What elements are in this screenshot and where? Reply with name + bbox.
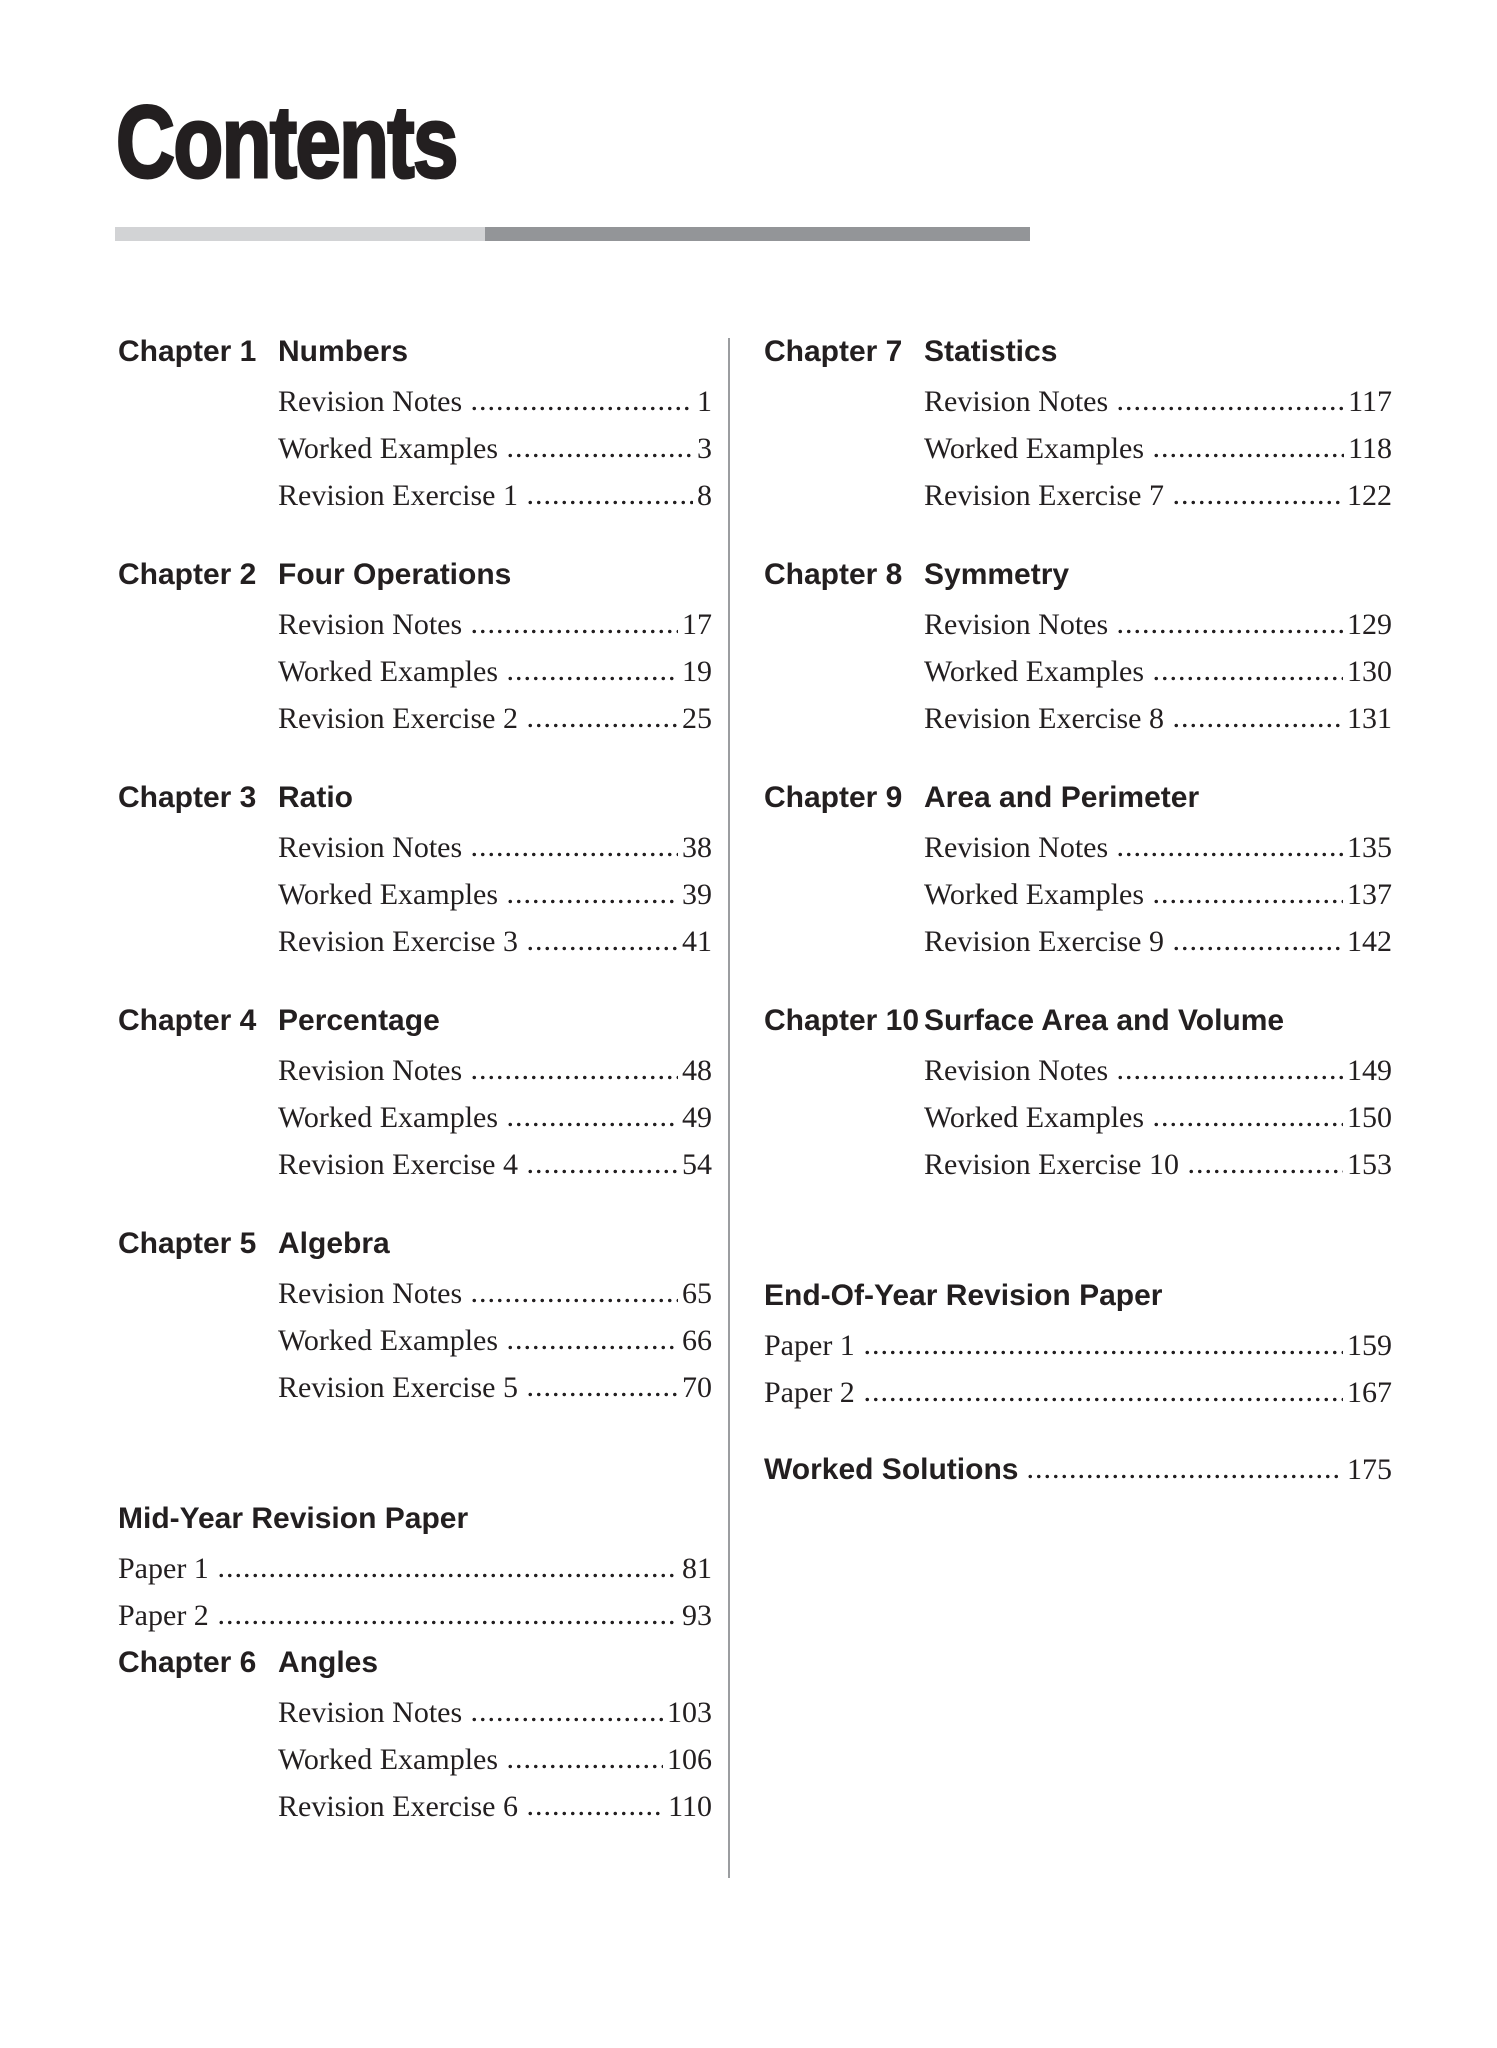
toc-entry-leader — [526, 500, 693, 505]
toc-entry-leader — [526, 1169, 678, 1174]
chapter-label: Chapter 7 — [764, 335, 903, 368]
chapter-label: Chapter 5 — [118, 1227, 257, 1260]
toc-entry — [278, 1736, 712, 1783]
toc-entry — [924, 1141, 1392, 1188]
chapter-heading — [118, 334, 712, 370]
toc-entry-leader — [506, 1122, 678, 1127]
toc-entry — [764, 1446, 1392, 1493]
section-title: Mid-Year Revision Paper — [118, 1502, 469, 1535]
chapter-entries — [278, 824, 712, 965]
toc-entry-page: 8 — [697, 479, 712, 512]
toc-entry-label: Revision Exercise 8 — [924, 702, 1164, 735]
toc-entry-label: Revision Notes — [278, 831, 463, 864]
toc-entry-label: Worked Examples — [278, 1743, 499, 1776]
toc-entry-leader — [506, 899, 678, 904]
toc-entry-page: 49 — [682, 1101, 712, 1134]
chapter-label: Chapter 1 — [118, 335, 257, 368]
chapter-label: Chapter 8 — [764, 558, 903, 591]
chapter-heading — [118, 1003, 712, 1039]
toc-entry — [278, 695, 712, 742]
toc-entry — [278, 1364, 712, 1411]
toc-entry-leader — [506, 676, 678, 681]
toc-entry-page: 106 — [667, 1743, 712, 1776]
toc-entry — [764, 1322, 1392, 1369]
toc-entry — [924, 824, 1392, 871]
toc-entry — [924, 648, 1392, 695]
toc-entry-leader — [526, 1811, 664, 1816]
toc-entry-label: Revision Exercise 3 — [278, 925, 518, 958]
toc-entry-label: Revision Exercise 7 — [924, 479, 1164, 512]
toc-entry-leader — [470, 852, 678, 857]
chapter-entries — [278, 601, 712, 742]
toc-entry-leader — [1152, 899, 1343, 904]
toc-entry-page: 135 — [1347, 831, 1392, 864]
toc-entry-leader — [506, 1764, 663, 1769]
toc-entry-label: Revision Notes — [278, 385, 463, 418]
toc-entry-page: 38 — [682, 831, 712, 864]
toc-entry-leader — [1172, 723, 1343, 728]
toc-entry-page: 41 — [682, 925, 712, 958]
toc-entry-leader — [1152, 676, 1343, 681]
toc-entry — [924, 1047, 1392, 1094]
toc-entry-label: Revision Exercise 6 — [278, 1790, 518, 1823]
toc-entry-leader — [1172, 500, 1343, 505]
section-title: Worked Solutions — [764, 1453, 1019, 1486]
chapter-heading — [118, 1226, 712, 1262]
chapter-section — [118, 1226, 712, 1411]
toc-entry-label: Revision Notes — [924, 385, 1109, 418]
toc-entry-label: Paper 2 — [764, 1376, 855, 1409]
chapter-title: Angles — [278, 1646, 379, 1679]
chapter-title: Percentage — [278, 1004, 440, 1037]
toc-entry — [278, 1689, 712, 1736]
toc-column-left — [118, 334, 712, 1868]
chapter-section — [764, 780, 1392, 965]
chapter-heading — [118, 1645, 712, 1681]
toc-entry — [278, 918, 712, 965]
toc-entry-page: 93 — [682, 1599, 712, 1632]
toc-entry — [278, 1783, 712, 1830]
chapter-label: Chapter 3 — [118, 781, 257, 814]
toc-entry-leader — [506, 453, 693, 458]
section-entries — [118, 1545, 712, 1639]
toc-entry-label: Revision Exercise 5 — [278, 1371, 518, 1404]
chapter-section — [764, 557, 1392, 742]
page-title: Contents — [116, 85, 457, 199]
toc-entry — [278, 871, 712, 918]
toc-entry — [278, 425, 712, 472]
chapter-title: Ratio — [278, 781, 353, 814]
chapter-section — [118, 1645, 712, 1830]
toc-entry-page: 117 — [1348, 385, 1392, 418]
toc-entry-page: 25 — [682, 702, 712, 735]
toc-entry — [278, 648, 712, 695]
toc-entry-page: 65 — [682, 1277, 712, 1310]
toc-entry-leader — [470, 406, 693, 411]
toc-entry-label: Revision Notes — [924, 1054, 1109, 1087]
toc-entry-leader — [217, 1573, 678, 1578]
toc-entry-leader — [526, 1392, 678, 1397]
toc-entry-leader — [217, 1620, 678, 1625]
toc-entry — [118, 1545, 712, 1592]
toc-entry — [764, 1369, 1392, 1416]
chapter-entries — [924, 824, 1392, 965]
toc-entry-page: 142 — [1347, 925, 1392, 958]
chapter-section — [764, 1003, 1392, 1188]
chapter-heading — [118, 780, 712, 816]
toc-entry-leader — [1152, 453, 1344, 458]
toc-entry-page: 103 — [667, 1696, 712, 1729]
toc-entry-page: 153 — [1347, 1148, 1392, 1181]
chapter-title: Symmetry — [924, 558, 1070, 591]
toc-entry-leader — [1187, 1169, 1343, 1174]
toc-entry-page: 3 — [697, 432, 712, 465]
chapter-label: Chapter 9 — [764, 781, 903, 814]
toc-entry-page: 110 — [668, 1790, 712, 1823]
toc-entry — [278, 378, 712, 425]
chapter-section — [118, 1003, 712, 1188]
bar-light-segment — [115, 227, 485, 241]
chapter-entries — [278, 1689, 712, 1830]
chapter-section — [118, 557, 712, 742]
toc-entry-label: Worked Examples — [924, 655, 1145, 688]
chapter-entries — [924, 601, 1392, 742]
toc-entry-label: Paper 2 — [118, 1599, 209, 1632]
chapter-label: Chapter 2 — [118, 558, 257, 591]
toc-entry-label: Worked Examples — [924, 1101, 1145, 1134]
chapter-heading — [764, 780, 1392, 816]
toc-entry — [278, 472, 712, 519]
toc-entry-page: 81 — [682, 1552, 712, 1585]
toc-entry-page: 129 — [1347, 608, 1392, 641]
toc-entry-page: 150 — [1347, 1101, 1392, 1134]
toc-entry-leader — [1116, 1075, 1343, 1080]
chapter-entries — [278, 1047, 712, 1188]
toc-section — [118, 1501, 712, 1639]
toc-entry-page: 19 — [682, 655, 712, 688]
toc-entry — [278, 1047, 712, 1094]
chapter-title: Algebra — [278, 1227, 390, 1260]
toc-entry-page: 54 — [682, 1148, 712, 1181]
chapter-title: Numbers — [278, 335, 409, 368]
toc-entry-label: Revision Notes — [278, 1054, 463, 1087]
toc-entry-label: Worked Examples — [924, 432, 1145, 465]
toc-entry-leader — [526, 723, 678, 728]
toc-entry-leader — [470, 1075, 678, 1080]
toc-entry-page: 137 — [1347, 878, 1392, 911]
toc-entry-leader — [1152, 1122, 1343, 1127]
toc-entry — [924, 425, 1392, 472]
chapter-entries — [278, 378, 712, 519]
toc-entry-page: 48 — [682, 1054, 712, 1087]
toc-entry-label: Paper 1 — [764, 1329, 855, 1362]
chapter-heading — [764, 1003, 1392, 1039]
chapter-label: Chapter 10 — [764, 1004, 920, 1037]
toc-entry — [924, 918, 1392, 965]
toc-entry-leader — [470, 1298, 678, 1303]
toc-entry-leader — [1116, 629, 1343, 634]
toc-entry — [278, 1094, 712, 1141]
toc-entry — [278, 1317, 712, 1364]
toc-section — [764, 1446, 1392, 1493]
toc-column-right — [764, 334, 1392, 1531]
toc-entry-label: Revision Notes — [278, 1277, 463, 1310]
toc-entry-label: Worked Examples — [278, 1324, 499, 1357]
toc-entry — [278, 824, 712, 871]
toc-entry-leader — [863, 1350, 1343, 1355]
toc-entry — [924, 601, 1392, 648]
toc-entry-page: 66 — [682, 1324, 712, 1357]
chapter-heading — [118, 557, 712, 593]
chapter-title: Surface Area and Volume — [924, 1004, 1285, 1037]
toc-entry-leader — [1116, 406, 1344, 411]
chapter-entries — [924, 1047, 1392, 1188]
chapter-section — [764, 334, 1392, 519]
toc-entry-page: 130 — [1347, 655, 1392, 688]
toc-entry — [278, 1270, 712, 1317]
toc-entry — [924, 472, 1392, 519]
chapter-section — [118, 780, 712, 965]
chapter-heading — [764, 557, 1392, 593]
toc-entry-label: Paper 1 — [118, 1552, 209, 1585]
toc-entry-page: 70 — [682, 1371, 712, 1404]
toc-entry-label: Worked Examples — [278, 878, 499, 911]
toc-entry-page: 167 — [1347, 1376, 1392, 1409]
chapter-title: Area and Perimeter — [924, 781, 1200, 814]
toc-entry-label: Revision Exercise 2 — [278, 702, 518, 735]
toc-entry-page: 39 — [682, 878, 712, 911]
bar-dark-segment — [485, 227, 1030, 241]
toc-entry — [924, 695, 1392, 742]
section-entries — [764, 1322, 1392, 1416]
chapter-entries — [924, 378, 1392, 519]
chapter-label: Chapter 4 — [118, 1004, 257, 1037]
chapter-entries — [278, 1270, 712, 1411]
toc-entry-label: Revision Exercise 10 — [924, 1148, 1179, 1181]
toc-entry-label: Worked Examples — [924, 878, 1145, 911]
toc-entry-page: 122 — [1347, 479, 1392, 512]
chapter-label: Chapter 6 — [118, 1646, 257, 1679]
toc-entry-page: 149 — [1347, 1054, 1392, 1087]
toc-entry-leader — [506, 1345, 678, 1350]
toc-entry-page: 131 — [1347, 702, 1392, 735]
toc-entry-label: Revision Exercise 1 — [278, 479, 518, 512]
toc-entry — [924, 1094, 1392, 1141]
toc-entry-page: 1 — [697, 385, 712, 418]
toc-entry-leader — [863, 1397, 1343, 1402]
column-divider — [728, 338, 730, 1878]
toc-section — [764, 1278, 1392, 1416]
toc-entry — [118, 1592, 712, 1639]
toc-entry-label: Revision Exercise 4 — [278, 1148, 518, 1181]
toc-entry-label: Revision Notes — [278, 608, 463, 641]
toc-entry — [278, 1141, 712, 1188]
title-underline-bar — [115, 227, 1030, 241]
toc-entry-label: Worked Examples — [278, 1101, 499, 1134]
toc-entry-leader — [1116, 852, 1343, 857]
toc-entry-label: Revision Exercise 9 — [924, 925, 1164, 958]
toc-entry — [278, 601, 712, 648]
toc-entry-leader — [1026, 1474, 1343, 1479]
toc-entry-label: Worked Examples — [278, 655, 499, 688]
toc-entry-page: 175 — [1347, 1453, 1392, 1486]
chapter-section — [118, 334, 712, 519]
chapter-title: Statistics — [924, 335, 1058, 368]
toc-entry-leader — [526, 946, 678, 951]
chapter-title: Four Operations — [278, 558, 512, 591]
toc-entry-page: 159 — [1347, 1329, 1392, 1362]
toc-entry-label: Revision Notes — [278, 1696, 463, 1729]
section-title: End-Of-Year Revision Paper — [764, 1279, 1163, 1312]
toc-entry-leader — [470, 629, 678, 634]
toc-entry-page: 118 — [1348, 432, 1392, 465]
toc-entry-page: 17 — [682, 608, 712, 641]
toc-entry-label: Revision Notes — [924, 608, 1109, 641]
toc-entry — [924, 871, 1392, 918]
chapter-heading — [764, 334, 1392, 370]
toc-entry-label: Revision Notes — [924, 831, 1109, 864]
toc-entry-label: Worked Examples — [278, 432, 499, 465]
toc-entry — [924, 378, 1392, 425]
toc-entry-leader — [470, 1717, 663, 1722]
toc-entry-leader — [1172, 946, 1343, 951]
